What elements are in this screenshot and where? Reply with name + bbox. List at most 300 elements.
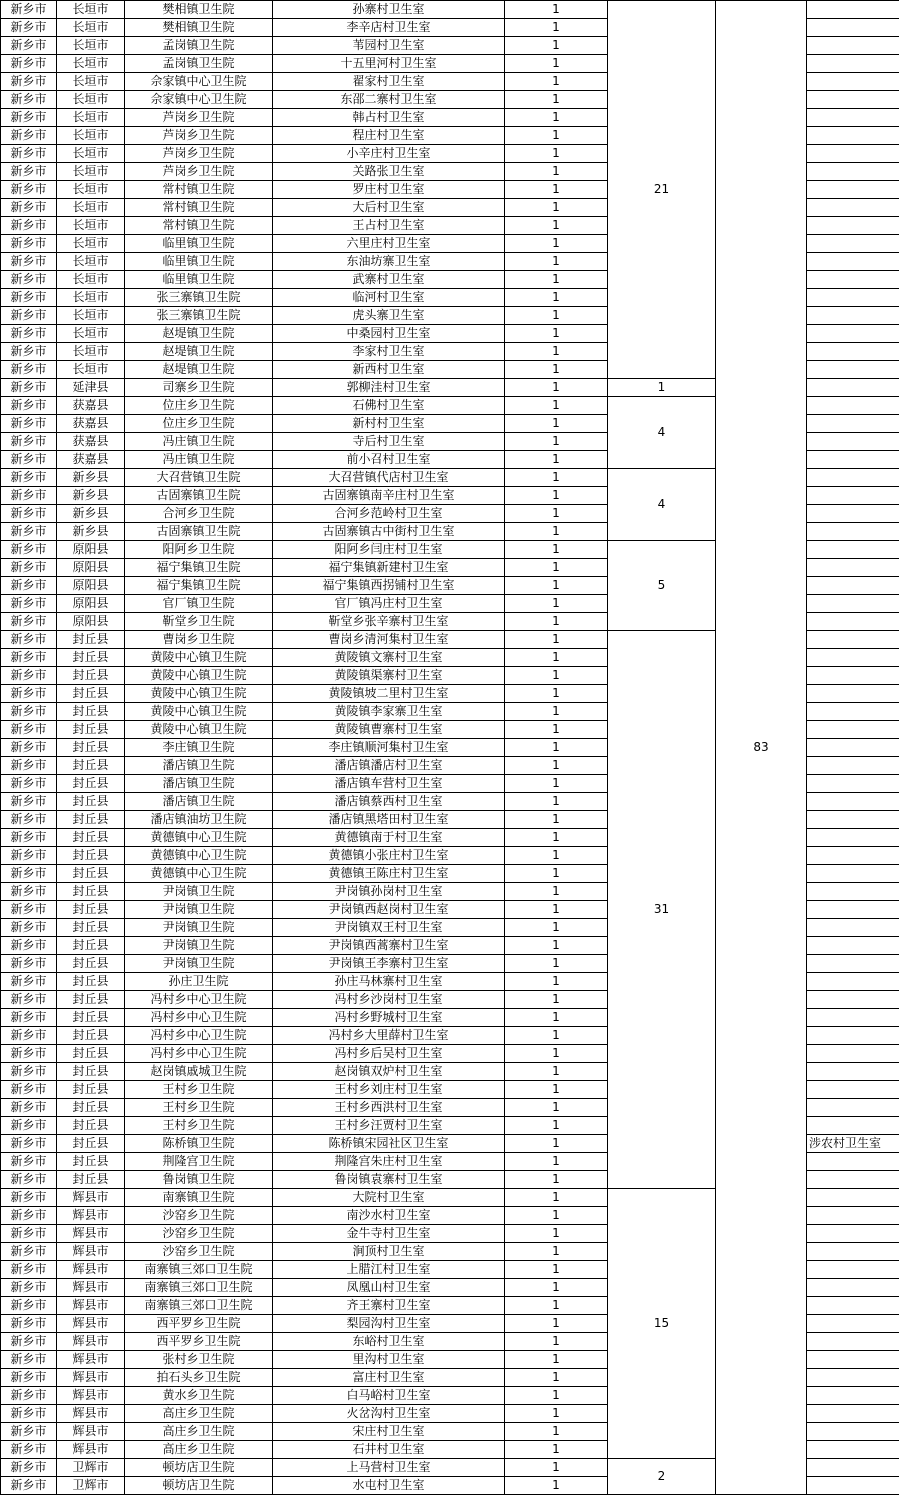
hospital-cell: 冯庄镇卫生院 [125,451,273,469]
clinic-cell: 王村乡汪贾村卫生室 [273,1117,505,1135]
count-cell: 1 [505,1297,608,1315]
note-cell [807,433,899,451]
count-cell: 1 [505,1171,608,1189]
clinic-cell: 富庄村卫生室 [273,1369,505,1387]
hospital-cell: 南寨镇卫生院 [125,1189,273,1207]
count-cell: 1 [505,1189,608,1207]
city-cell: 新乡市 [1,361,57,379]
note-cell [807,109,899,127]
city-cell: 新乡市 [1,1369,57,1387]
city-cell: 新乡市 [1,577,57,595]
note-cell [807,1459,899,1477]
hospital-cell: 顿坊店卫生院 [125,1477,273,1495]
count-cell: 1 [505,181,608,199]
city-cell: 新乡市 [1,559,57,577]
city-cell: 新乡市 [1,721,57,739]
hospital-cell: 尹岗镇卫生院 [125,883,273,901]
clinic-cell: 虎头寨卫生室 [273,307,505,325]
city-cell: 新乡市 [1,199,57,217]
county-cell: 获嘉县 [57,397,125,415]
city-cell: 新乡市 [1,1009,57,1027]
county-total-cell: 5 [608,541,716,631]
count-cell: 1 [505,847,608,865]
hospital-cell: 黄陵中心镇卫生院 [125,649,273,667]
hospital-cell: 黄德镇中心卫生院 [125,847,273,865]
city-cell: 新乡市 [1,541,57,559]
count-cell: 1 [505,145,608,163]
city-cell: 新乡市 [1,73,57,91]
hospital-cell: 陈桥镇卫生院 [125,1135,273,1153]
hospital-cell: 福宁集镇卫生院 [125,559,273,577]
county-cell: 封丘县 [57,721,125,739]
clinic-cell: 尹岗镇双王村卫生室 [273,919,505,937]
clinic-cell: 李庄镇顺河集村卫生室 [273,739,505,757]
clinic-cell: 石佛村卫生室 [273,397,505,415]
city-cell: 新乡市 [1,811,57,829]
count-cell: 1 [505,1009,608,1027]
hospital-cell: 冯村乡中心卫生院 [125,1027,273,1045]
county-cell: 获嘉县 [57,415,125,433]
hospital-cell: 芦岗乡卫生院 [125,109,273,127]
city-cell: 新乡市 [1,1477,57,1495]
county-cell: 封丘县 [57,955,125,973]
city-cell: 新乡市 [1,973,57,991]
city-cell: 新乡市 [1,1405,57,1423]
county-cell: 长垣市 [57,307,125,325]
county-cell: 辉县市 [57,1189,125,1207]
hospital-cell: 尹岗镇卫生院 [125,955,273,973]
count-cell: 1 [505,541,608,559]
county-cell: 封丘县 [57,1063,125,1081]
count-cell: 1 [505,595,608,613]
county-cell: 封丘县 [57,883,125,901]
county-cell: 封丘县 [57,1171,125,1189]
clinic-cell: 石井村卫生室 [273,1441,505,1459]
clinic-cell: 六里庄村卫生室 [273,235,505,253]
note-cell [807,667,899,685]
county-cell: 长垣市 [57,343,125,361]
count-cell: 1 [505,271,608,289]
county-cell: 封丘县 [57,667,125,685]
clinic-cell: 火岔沟村卫生室 [273,1405,505,1423]
clinic-cell: 尹岗镇王李寨村卫生室 [273,955,505,973]
count-cell: 1 [505,1225,608,1243]
count-cell: 1 [505,811,608,829]
clinic-cell: 尹岗镇西赵岗村卫生室 [273,901,505,919]
note-cell [807,1171,899,1189]
city-cell: 新乡市 [1,1099,57,1117]
count-cell: 1 [505,379,608,397]
city-cell: 新乡市 [1,1189,57,1207]
note-cell [807,1387,899,1405]
county-cell: 长垣市 [57,73,125,91]
count-cell: 1 [505,1243,608,1261]
note-cell [807,1117,899,1135]
note-cell [807,559,899,577]
count-cell: 1 [505,343,608,361]
hospital-cell: 拍石头乡卫生院 [125,1369,273,1387]
county-cell: 封丘县 [57,1117,125,1135]
hospital-cell: 冯村乡中心卫生院 [125,991,273,1009]
note-cell [807,829,899,847]
county-cell: 新乡县 [57,523,125,541]
hospital-cell: 张三寨镇卫生院 [125,289,273,307]
county-cell: 辉县市 [57,1369,125,1387]
note-cell [807,505,899,523]
clinic-cell: 黄陵镇文寨村卫生室 [273,649,505,667]
county-cell: 延津县 [57,379,125,397]
clinic-cell: 冯村乡大里薛村卫生室 [273,1027,505,1045]
count-cell: 1 [505,631,608,649]
count-cell: 1 [505,739,608,757]
city-cell: 新乡市 [1,667,57,685]
hospital-cell: 尹岗镇卫生院 [125,919,273,937]
note-cell [807,1441,899,1459]
hospital-cell: 黄陵中心镇卫生院 [125,667,273,685]
city-cell: 新乡市 [1,1027,57,1045]
note-cell [807,1153,899,1171]
count-cell: 1 [505,559,608,577]
count-cell: 1 [505,415,608,433]
count-cell: 1 [505,523,608,541]
city-cell: 新乡市 [1,1045,57,1063]
city-cell: 新乡市 [1,1207,57,1225]
clinic-cell: 十五里河村卫生室 [273,55,505,73]
count-cell: 1 [505,793,608,811]
note-cell [807,1027,899,1045]
county-cell: 辉县市 [57,1387,125,1405]
note-cell [807,217,899,235]
clinic-cell: 黄德镇王陈庄村卫生室 [273,865,505,883]
table-row [1,1,899,19]
clinic-cell: 靳堂乡张辛寨村卫生室 [273,613,505,631]
count-cell: 1 [505,217,608,235]
note-cell [807,703,899,721]
county-total-cell: 4 [608,469,716,541]
city-cell: 新乡市 [1,595,57,613]
count-cell: 1 [505,577,608,595]
county-cell: 封丘县 [57,1081,125,1099]
city-cell: 新乡市 [1,865,57,883]
hospital-cell: 荆隆宫卫生院 [125,1153,273,1171]
city-cell: 新乡市 [1,109,57,127]
hospital-cell: 尹岗镇卫生院 [125,937,273,955]
count-cell: 1 [505,469,608,487]
note-cell [807,415,899,433]
county-cell: 辉县市 [57,1423,125,1441]
note-cell [807,811,899,829]
hospital-cell: 南寨镇三郊口卫生院 [125,1297,273,1315]
clinic-cell: 李辛店村卫生室 [273,19,505,37]
hospital-cell: 潘店镇卫生院 [125,775,273,793]
hospital-cell: 高庄乡卫生院 [125,1423,273,1441]
clinic-cell: 尹岗镇西蒿寨村卫生室 [273,937,505,955]
note-cell [807,37,899,55]
note-cell [807,235,899,253]
county-cell: 原阳县 [57,577,125,595]
city-cell: 新乡市 [1,1423,57,1441]
city-cell: 新乡市 [1,37,57,55]
count-cell: 1 [505,1261,608,1279]
hospital-cell: 常村镇卫生院 [125,199,273,217]
note-cell [807,955,899,973]
count-cell: 1 [505,901,608,919]
clinic-cell: 福宁集镇西拐铺村卫生室 [273,577,505,595]
clinic-cell: 凤凰山村卫生室 [273,1279,505,1297]
note-cell [807,739,899,757]
hospital-cell: 潘店镇油坊卫生院 [125,811,273,829]
clinic-cell: 黄德镇南于村卫生室 [273,829,505,847]
county-cell: 封丘县 [57,649,125,667]
clinic-cell: 水屯村卫生室 [273,1477,505,1495]
city-cell: 新乡市 [1,433,57,451]
clinic-cell: 大院村卫生室 [273,1189,505,1207]
county-cell: 封丘县 [57,1009,125,1027]
hospital-cell: 西平罗乡卫生院 [125,1333,273,1351]
note-cell [807,919,899,937]
clinic-cell: 陈桥镇宋园社区卫生室 [273,1135,505,1153]
count-cell: 1 [505,703,608,721]
county-cell: 获嘉县 [57,433,125,451]
note-cell [807,127,899,145]
city-cell: 新乡市 [1,1333,57,1351]
city-cell: 新乡市 [1,415,57,433]
clinic-cell: 黄陵镇渠寨村卫生室 [273,667,505,685]
hospital-cell: 佘家镇中心卫生院 [125,73,273,91]
note-cell [807,1333,899,1351]
hospital-cell: 古固寨镇卫生院 [125,523,273,541]
hospital-cell: 位庄乡卫生院 [125,397,273,415]
county-cell: 封丘县 [57,1135,125,1153]
note-cell [807,775,899,793]
note-cell [807,1189,899,1207]
clinic-cell: 官厂镇冯庄村卫生室 [273,595,505,613]
note-cell [807,937,899,955]
note-cell [807,343,899,361]
clinic-cell: 苇园村卫生室 [273,37,505,55]
hospital-cell: 顿坊店卫生院 [125,1459,273,1477]
clinic-cell: 东邵二寨村卫生室 [273,91,505,109]
note-cell [807,541,899,559]
county-cell: 辉县市 [57,1405,125,1423]
county-cell: 新乡县 [57,505,125,523]
county-cell: 长垣市 [57,19,125,37]
hospital-cell: 福宁集镇卫生院 [125,577,273,595]
hospital-cell: 黄德镇中心卫生院 [125,865,273,883]
clinic-cell: 宋庄村卫生室 [273,1423,505,1441]
count-cell: 1 [505,667,608,685]
city-cell: 新乡市 [1,505,57,523]
clinic-cell: 黄陵镇坡二里村卫生室 [273,685,505,703]
clinic-cell: 福宁集镇新建村卫生室 [273,559,505,577]
count-cell: 1 [505,505,608,523]
clinic-cell: 大召营镇代店村卫生室 [273,469,505,487]
note-cell [807,469,899,487]
hospital-cell: 合河乡卫生院 [125,505,273,523]
county-cell: 封丘县 [57,1027,125,1045]
note-cell [807,73,899,91]
clinic-cell: 曹岗乡清河集村卫生室 [273,631,505,649]
clinic-cell: 白马峪村卫生室 [273,1387,505,1405]
count-cell: 1 [505,1459,608,1477]
county-cell: 长垣市 [57,163,125,181]
note-cell [807,1351,899,1369]
county-cell: 原阳县 [57,541,125,559]
hospital-cell: 张村乡卫生院 [125,1351,273,1369]
hospital-cell: 冯村乡中心卫生院 [125,1045,273,1063]
hospital-cell: 鲁岗镇卫生院 [125,1171,273,1189]
city-cell: 新乡市 [1,1279,57,1297]
count-cell: 1 [505,487,608,505]
clinic-cell: 前小召村卫生室 [273,451,505,469]
count-cell: 1 [505,1315,608,1333]
county-cell: 获嘉县 [57,451,125,469]
count-cell: 1 [505,955,608,973]
hospital-cell: 佘家镇中心卫生院 [125,91,273,109]
clinic-cell: 冯村乡野城村卫生室 [273,1009,505,1027]
note-cell [807,271,899,289]
hospital-cell: 高庄乡卫生院 [125,1441,273,1459]
hospital-cell: 临里镇卫生院 [125,235,273,253]
note-cell [807,1405,899,1423]
count-cell: 1 [505,937,608,955]
hospital-cell: 位庄乡卫生院 [125,415,273,433]
hospital-cell: 黄德镇中心卫生院 [125,829,273,847]
clinic-cell: 王村乡刘庄村卫生室 [273,1081,505,1099]
count-cell: 1 [505,397,608,415]
hospital-cell: 孟岗镇卫生院 [125,37,273,55]
count-cell: 1 [505,649,608,667]
count-cell: 1 [505,1117,608,1135]
note-cell [807,721,899,739]
county-cell: 封丘县 [57,631,125,649]
clinic-cell: 武寨村卫生室 [273,271,505,289]
clinic-cell: 中桑园村卫生室 [273,325,505,343]
hospital-cell: 张三寨镇卫生院 [125,307,273,325]
hospital-cell: 沙窑乡卫生院 [125,1225,273,1243]
note-cell [807,487,899,505]
county-cell: 封丘县 [57,829,125,847]
county-total-cell: 21 [608,1,716,379]
hospital-cell: 常村镇卫生院 [125,181,273,199]
hospital-cell: 芦岗乡卫生院 [125,163,273,181]
count-cell: 1 [505,721,608,739]
count-cell: 1 [505,973,608,991]
note-cell [807,1045,899,1063]
clinic-cell: 上腊江村卫生室 [273,1261,505,1279]
count-cell: 1 [505,55,608,73]
county-cell: 长垣市 [57,127,125,145]
hospital-cell: 樊相镇卫生院 [125,19,273,37]
hospital-cell: 古固寨镇卫生院 [125,487,273,505]
note-cell [807,577,899,595]
note-cell [807,289,899,307]
note-cell [807,361,899,379]
note-cell [807,379,899,397]
hospital-cell: 芦岗乡卫生院 [125,145,273,163]
hospital-cell: 赵堤镇卫生院 [125,325,273,343]
county-total-cell: 2 [608,1459,716,1495]
count-cell: 1 [505,199,608,217]
count-cell: 1 [505,1099,608,1117]
count-cell: 1 [505,433,608,451]
county-cell: 封丘县 [57,1153,125,1171]
count-cell: 1 [505,1279,608,1297]
city-cell: 新乡市 [1,163,57,181]
clinic-cell: 潘店镇蔡西村卫生室 [273,793,505,811]
clinic-cell: 潘店镇黑塔田村卫生室 [273,811,505,829]
city-cell: 新乡市 [1,217,57,235]
note-cell [807,1423,899,1441]
city-cell: 新乡市 [1,55,57,73]
city-cell: 新乡市 [1,91,57,109]
hospital-cell: 靳堂乡卫生院 [125,613,273,631]
count-cell: 1 [505,325,608,343]
city-cell: 新乡市 [1,145,57,163]
city-cell: 新乡市 [1,793,57,811]
note-cell [807,1009,899,1027]
count-cell: 1 [505,1351,608,1369]
clinic-cell: 孙寨村卫生室 [273,1,505,19]
county-cell: 辉县市 [57,1315,125,1333]
count-cell: 1 [505,289,608,307]
count-cell: 1 [505,307,608,325]
note-cell [807,901,899,919]
note-cell [807,991,899,1009]
clinic-cell: 尹岗镇孙岗村卫生室 [273,883,505,901]
city-cell: 新乡市 [1,307,57,325]
clinic-cell: 里沟村卫生室 [273,1351,505,1369]
note-cell [807,181,899,199]
city-cell: 新乡市 [1,523,57,541]
city-cell: 新乡市 [1,1261,57,1279]
hospital-cell: 黄陵中心镇卫生院 [125,703,273,721]
city-cell: 新乡市 [1,919,57,937]
county-cell: 长垣市 [57,361,125,379]
count-cell: 1 [505,235,608,253]
clinic-cell: 阳阿乡闫庄村卫生室 [273,541,505,559]
hospital-cell: 王村乡卫生院 [125,1117,273,1135]
county-cell: 长垣市 [57,55,125,73]
county-cell: 辉县市 [57,1297,125,1315]
hospital-cell: 赵岗镇戚城卫生院 [125,1063,273,1081]
clinic-cell: 南沙水村卫生室 [273,1207,505,1225]
city-cell: 新乡市 [1,1,57,19]
note-cell [807,451,899,469]
note-cell [807,1369,899,1387]
county-cell: 辉县市 [57,1279,125,1297]
county-cell: 封丘县 [57,703,125,721]
county-cell: 封丘县 [57,793,125,811]
city-cell: 新乡市 [1,235,57,253]
note-cell [807,595,899,613]
city-cell: 新乡市 [1,1387,57,1405]
note-cell [807,1243,899,1261]
note-cell [807,883,899,901]
hospital-cell: 高庄乡卫生院 [125,1405,273,1423]
county-cell: 封丘县 [57,685,125,703]
count-cell: 1 [505,1081,608,1099]
count-cell: 1 [505,127,608,145]
note-cell [807,613,899,631]
county-cell: 原阳县 [57,559,125,577]
note-cell [807,1207,899,1225]
note-cell [807,1099,899,1117]
clinic-cell: 临河村卫生室 [273,289,505,307]
city-cell: 新乡市 [1,847,57,865]
city-cell: 新乡市 [1,127,57,145]
county-cell: 长垣市 [57,271,125,289]
